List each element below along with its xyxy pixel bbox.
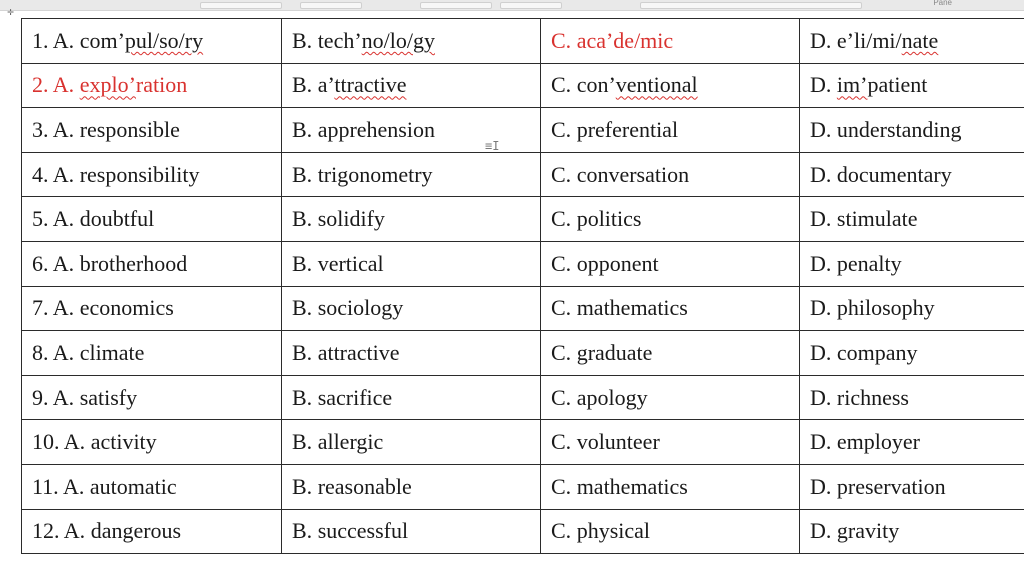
word-part: responsibility	[79, 161, 200, 187]
word-part: conversation	[576, 161, 690, 187]
option-label: 1. A.	[32, 27, 80, 53]
word-part: solidify	[317, 206, 385, 232]
option-label: 7. A.	[32, 295, 80, 321]
option-label: B.	[292, 250, 318, 276]
cell-option-d[interactable]	[800, 375, 1024, 420]
option-label: D.	[810, 473, 837, 499]
cell-option-b[interactable]	[282, 241, 541, 286]
option-label: D.	[810, 161, 837, 187]
quiz-table	[21, 18, 1024, 554]
word-part: reasonable	[317, 473, 412, 499]
toolbar-segment[interactable]	[420, 2, 492, 9]
word-part: con’	[576, 72, 616, 98]
word-part: penalty	[836, 250, 902, 276]
option-label: D.	[810, 384, 837, 410]
table-row	[22, 464, 1024, 509]
option-label: D.	[810, 116, 837, 142]
option-label: C.	[551, 161, 577, 187]
word-part: company	[836, 339, 918, 365]
table-row	[22, 19, 1024, 64]
cell-option-a[interactable]	[22, 241, 282, 286]
word-part: politics	[576, 206, 642, 232]
cell-option-b[interactable]	[282, 19, 541, 64]
word-part-spell-flagged: pul/so/ry	[124, 27, 204, 53]
option-label: 10. A.	[32, 429, 91, 455]
word-part-spell-flagged: ventional	[615, 72, 698, 98]
word-part: automatic	[89, 473, 177, 499]
table-row	[22, 420, 1024, 465]
toolbar-strip	[0, 0, 1024, 11]
option-label: C.	[551, 72, 577, 98]
option-label: D.	[810, 429, 837, 455]
word-part: volunteer	[576, 429, 660, 455]
option-label: D.	[810, 27, 837, 53]
word-part: brotherhood	[79, 250, 188, 276]
option-label: 8. A.	[32, 339, 80, 365]
cell-option-a[interactable]	[22, 331, 282, 376]
table-row	[22, 331, 1024, 376]
option-label: B.	[292, 116, 318, 142]
word-part: opponent	[576, 250, 659, 276]
text-cursor-icon: ≡I	[485, 139, 500, 153]
cell-option-c[interactable]	[541, 331, 800, 376]
option-label: D.	[810, 295, 837, 321]
option-label: C.	[551, 429, 577, 455]
cell-option-d[interactable]	[800, 63, 1024, 108]
option-label: 12. A.	[32, 518, 91, 544]
word-part: preferential	[576, 116, 679, 142]
word-part-spell-flagged: ttractive	[334, 72, 407, 98]
cell-option-a[interactable]	[22, 19, 282, 64]
word-part: attractive	[317, 339, 400, 365]
word-part: richness	[836, 384, 909, 410]
cell-option-b[interactable]	[282, 420, 541, 465]
cell-option-a[interactable]	[22, 63, 282, 108]
cell-option-d[interactable]	[800, 464, 1024, 509]
option-label: B.	[292, 27, 318, 53]
word-part: satisfy	[79, 384, 138, 410]
option-label: C.	[551, 250, 577, 276]
word-part: economics	[79, 295, 174, 321]
cell-option-b[interactable]	[282, 152, 541, 197]
cell-option-a[interactable]	[22, 509, 282, 554]
cell-option-a[interactable]	[22, 152, 282, 197]
cell-option-c[interactable]	[541, 241, 800, 286]
table-move-handle-icon[interactable]: ✛	[7, 8, 14, 17]
table-row	[22, 241, 1024, 286]
option-label: D.	[810, 72, 837, 98]
option-label: D.	[810, 339, 837, 365]
cell-option-c[interactable]	[541, 375, 800, 420]
word-part: trigonometry	[317, 161, 433, 187]
cell-option-c[interactable]	[541, 286, 800, 331]
word-part: aca’de/mic	[576, 27, 674, 53]
toolbar-segment[interactable]	[640, 2, 862, 9]
cell-option-d[interactable]	[800, 19, 1024, 64]
cell-option-d[interactable]	[800, 286, 1024, 331]
option-label: C.	[551, 27, 577, 53]
cell-option-b[interactable]	[282, 464, 541, 509]
cell-option-b[interactable]	[282, 63, 541, 108]
cell-option-c[interactable]	[541, 19, 800, 64]
word-part: physical	[576, 518, 651, 544]
option-label: C.	[551, 295, 577, 321]
word-part: activity	[90, 429, 157, 455]
cell-option-c[interactable]	[541, 152, 800, 197]
word-part: gravity	[836, 518, 900, 544]
option-label: C.	[551, 339, 577, 365]
table-row	[22, 197, 1024, 242]
cell-option-b[interactable]	[282, 509, 541, 554]
option-label: B.	[292, 339, 318, 365]
cell-option-d[interactable]	[800, 331, 1024, 376]
option-label: C.	[551, 473, 577, 499]
word-part-spell-flagged: explo’	[79, 72, 136, 98]
table-row	[22, 108, 1024, 153]
word-part: successful	[317, 518, 409, 544]
table-row	[22, 375, 1024, 420]
option-label: B.	[292, 72, 318, 98]
cell-option-d[interactable]	[800, 197, 1024, 242]
cell-option-b[interactable]	[282, 375, 541, 420]
toolbar-segment[interactable]	[200, 2, 282, 9]
option-label: 6. A.	[32, 250, 80, 276]
cell-option-d[interactable]	[800, 108, 1024, 153]
word-part: graduate	[576, 339, 653, 365]
word-part: apology	[576, 384, 648, 410]
option-label: B.	[292, 161, 318, 187]
cell-option-b[interactable]	[282, 108, 541, 153]
option-label: B.	[292, 429, 318, 455]
cell-option-b[interactable]	[282, 197, 541, 242]
word-part: understanding	[836, 116, 962, 142]
word-part: mathematics	[576, 473, 688, 499]
word-part: employer	[836, 429, 920, 455]
word-part: sociology	[317, 295, 404, 321]
cell-option-c[interactable]	[541, 464, 800, 509]
option-label: 2. A.	[32, 72, 80, 98]
word-part: stimulate	[836, 206, 918, 232]
toolbar-segment[interactable]	[300, 2, 362, 9]
option-label: B.	[292, 295, 318, 321]
word-part-spell-flagged: no/lo/gy	[361, 27, 435, 53]
word-part: sacrifice	[317, 384, 393, 410]
cell-option-d[interactable]	[800, 241, 1024, 286]
word-part-spell-flagged: im’	[836, 72, 868, 98]
option-label: B.	[292, 473, 318, 499]
table-row	[22, 152, 1024, 197]
word-part: responsible	[79, 116, 180, 142]
cell-option-d[interactable]	[800, 420, 1024, 465]
pane-label[interactable]: Pane	[933, 0, 952, 7]
table-row	[22, 509, 1024, 554]
word-part: patient	[867, 72, 928, 98]
cell-option-a[interactable]	[22, 375, 282, 420]
option-label: C.	[551, 384, 577, 410]
cell-option-a[interactable]	[22, 197, 282, 242]
cell-option-d[interactable]	[800, 509, 1024, 554]
cell-option-a[interactable]	[22, 420, 282, 465]
option-label: B.	[292, 206, 318, 232]
cell-option-c[interactable]	[541, 509, 800, 554]
word-part: dangerous	[90, 518, 182, 544]
word-part: climate	[79, 339, 145, 365]
word-part: allergic	[317, 429, 384, 455]
word-part-spell-flagged: nate	[901, 27, 939, 53]
option-label: C.	[551, 206, 577, 232]
option-label: C.	[551, 518, 577, 544]
word-part: a’	[317, 72, 335, 98]
option-label: D.	[810, 518, 837, 544]
word-part: tech’	[317, 27, 362, 53]
option-label: 4. A.	[32, 161, 80, 187]
option-label: B.	[292, 518, 318, 544]
word-part: apprehension	[317, 116, 435, 142]
word-part: e’li/mi/	[836, 27, 902, 53]
cell-option-a[interactable]	[22, 286, 282, 331]
quiz-table-body	[22, 19, 1024, 554]
option-label: C.	[551, 116, 577, 142]
word-part: philosophy	[836, 295, 935, 321]
cell-option-d[interactable]	[800, 152, 1024, 197]
cell-option-c[interactable]	[541, 63, 800, 108]
cell-option-a[interactable]	[22, 108, 282, 153]
option-label: 9. A.	[32, 384, 80, 410]
table-row	[22, 286, 1024, 331]
option-label: B.	[292, 384, 318, 410]
cell-option-c[interactable]	[541, 108, 800, 153]
word-part: vertical	[317, 250, 384, 276]
word-part: preservation	[836, 473, 946, 499]
toolbar-segment[interactable]	[500, 2, 562, 9]
word-part: ration	[135, 72, 188, 98]
option-label: D.	[810, 250, 837, 276]
option-label: 11. A.	[32, 473, 90, 499]
cell-option-c[interactable]	[541, 420, 800, 465]
cell-option-b[interactable]	[282, 286, 541, 331]
word-part: mathematics	[576, 295, 688, 321]
word-part: com’	[79, 27, 125, 53]
option-label: 5. A.	[32, 206, 80, 232]
cell-option-a[interactable]	[22, 464, 282, 509]
word-part: doubtful	[79, 206, 155, 232]
cell-option-c[interactable]	[541, 197, 800, 242]
option-label: D.	[810, 206, 837, 232]
word-part: documentary	[836, 161, 952, 187]
option-label: 3. A.	[32, 116, 80, 142]
table-row	[22, 63, 1024, 108]
cell-option-b[interactable]	[282, 331, 541, 376]
